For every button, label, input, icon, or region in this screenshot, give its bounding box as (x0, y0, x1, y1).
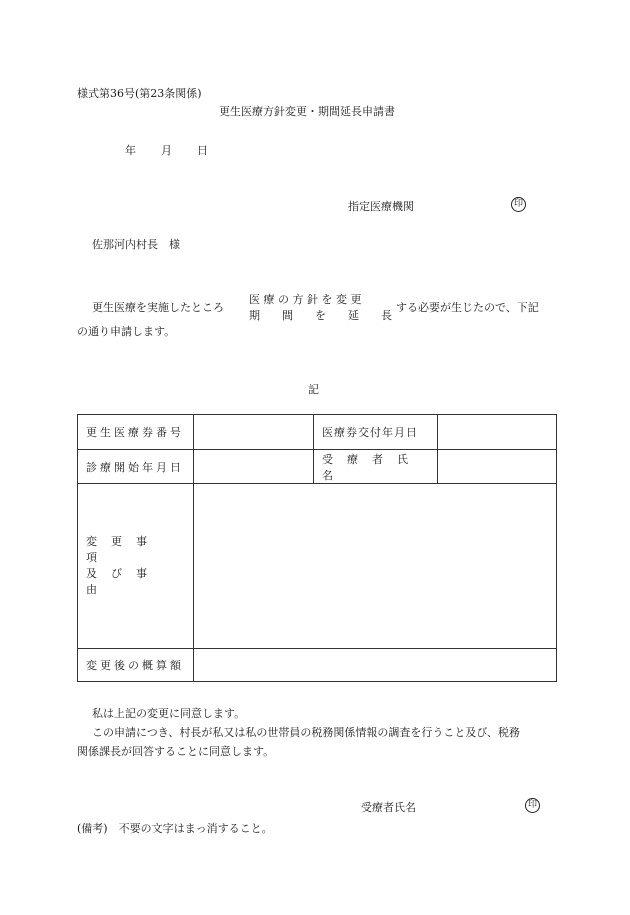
field-change-reason[interactable] (194, 484, 557, 649)
field-treatment-start-date[interactable] (194, 450, 314, 484)
label-patient-name: 受療者氏名 (314, 450, 438, 484)
consent-line1: 私は上記の変更に同意します。 (92, 707, 246, 720)
remarks-note: (備考) 不要の文字はまっ消すること。 (77, 822, 273, 835)
label-card-number: 更生医療券番号 (78, 415, 194, 450)
document-title: 更生医療方針変更・期間延長申請書 (219, 105, 395, 118)
consent-line2: この申請につき、村長が私又は私の世帯員の税務関係情報の調査を行うこと及び、税務 (92, 726, 520, 739)
label-change-reason (78, 484, 194, 649)
field-card-number[interactable] (194, 415, 314, 450)
field-estimated-cost[interactable] (194, 649, 557, 682)
date-day: 日 (197, 144, 208, 157)
field-patient-name[interactable] (438, 450, 557, 484)
form-number: 様式第36号(第23条関係) (77, 87, 202, 100)
request-prefix: 更生医療を実施したところ (92, 301, 224, 314)
application-table (77, 414, 557, 682)
request-line2: の通り申請します。 (77, 325, 176, 338)
label-change-reason-line1: 変更事項 (86, 535, 161, 564)
date-month: 月 (161, 144, 172, 157)
label-card-issue-date: 医療券交付年月日 (314, 415, 438, 450)
ki-heading: 記 (308, 383, 319, 396)
consent-line3: 関係課長が回答することに同意します。 (77, 745, 275, 758)
date-year: 年 (125, 144, 136, 157)
institution-label: 指定医療機関 (348, 200, 414, 213)
field-card-issue-date[interactable] (438, 415, 557, 450)
institution-seal-mark: 印 (511, 197, 526, 212)
request-suffix: する必要が生じたので、下記 (396, 301, 539, 314)
label-change-reason-line2: 及び事由 (86, 567, 161, 596)
signature-label: 受療者氏名 (361, 801, 416, 814)
option-change-policy: 医 療 の 方 針 を 変 更 (249, 293, 362, 306)
signature-seal-mark: 印 (525, 798, 540, 813)
addressee: 佐那河内村長 様 (92, 238, 180, 251)
option-extend-period: 期 間 を 延 長 (249, 309, 392, 322)
label-estimated-cost: 変更後の概算額 (78, 649, 194, 682)
label-treatment-start-date: 診療開始年月日 (78, 450, 194, 484)
